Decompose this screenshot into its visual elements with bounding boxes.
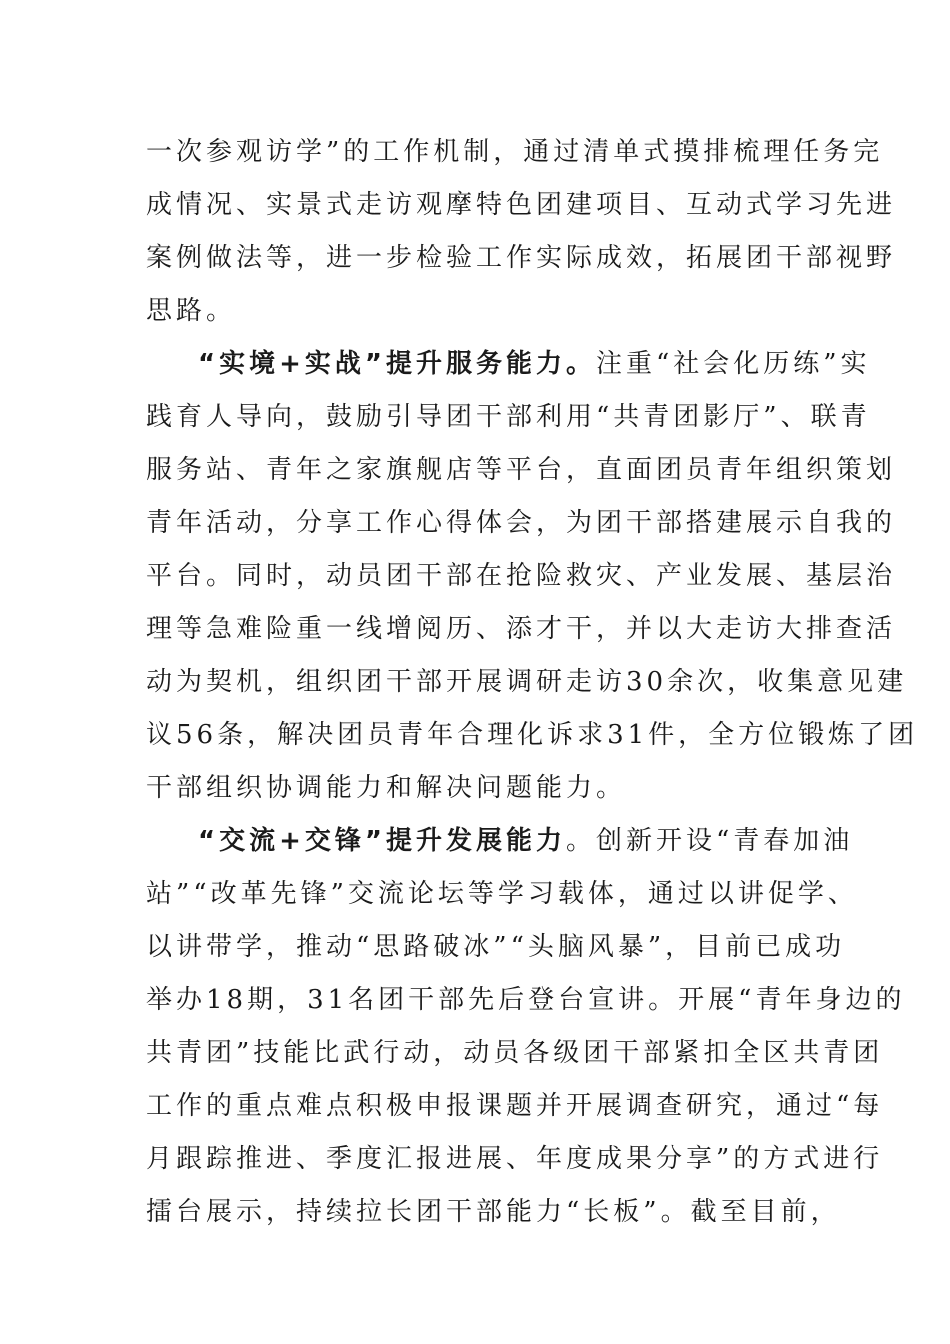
paragraph-mechanism — [146, 126, 897, 338]
text-line: 工作的重点难点积极申报课题并开展调查研究，通过“每 — [146, 1091, 884, 1121]
text-line: 践育人导向，鼓励引导团干部利用“共青团影厅”、联青 — [146, 402, 871, 432]
text-line: 理等急难险重一线增阅历、添才干，并以大走访大排查活 — [146, 614, 897, 644]
text-line: 举办18期，31名团干部先后登台宣讲。开展“青年身边的 — [146, 985, 906, 1015]
paragraph-heading: “交流+交锋”提升发展能力 — [198, 826, 566, 856]
text-span: 注重“社会化历练”实 — [595, 349, 871, 379]
text-line: 思路。 — [146, 296, 237, 326]
text-line: 案例做法等，进一步检验工作实际成效，拓展团干部视野 — [146, 243, 897, 273]
text-line: 成情况、实景式走访观摩特色团建项目、互动式学习先进 — [146, 190, 897, 220]
text-line: 以讲带学，推动“思路破冰”“头脑风暴”，目前已成功 — [146, 932, 846, 962]
text-line: 动为契机，组织团干部开展调研走访30余次，收集意见建 — [146, 667, 908, 697]
text-line: 服务站、青年之家旗舰店等平台，直面团员青年组织策划 — [146, 455, 897, 485]
text-line: 议56条，解决团员青年合理化诉求31件，全方位锻炼了团 — [146, 720, 919, 750]
text-line: 干部组织协调能力和解决问题能力。 — [146, 773, 627, 803]
text-line: 平台。同时，动员团干部在抢险救灾、产业发展、基层治 — [146, 561, 897, 591]
document-body — [146, 126, 919, 1239]
paragraph-heading: “实境+实战”提升服务能力。 — [198, 349, 596, 379]
text-line: 站”“改革先锋”交流论坛等学习载体，通过以讲促学、 — [146, 879, 858, 909]
text-span: 。创新开设“青春加油 — [565, 826, 854, 856]
paragraph-development-capability — [146, 815, 906, 1239]
text-line — [146, 815, 854, 868]
text-line: 青年活动，分享工作心得体会，为团干部搭建展示自我的 — [146, 508, 897, 538]
text-line: 擂台展示，持续拉长团干部能力“长板”。截至目前， — [146, 1197, 841, 1227]
paragraph-service-capability — [146, 338, 919, 815]
text-line — [146, 338, 871, 391]
text-line: 一次参观访学”的工作机制，通过清单式摸排梳理任务完 — [146, 137, 884, 167]
text-line: 共青团”技能比武行动，动员各级团干部紧扣全区共青团 — [146, 1038, 884, 1068]
text-line: 月跟踪推进、季度汇报进展、年度成果分享”的方式进行 — [146, 1144, 884, 1174]
